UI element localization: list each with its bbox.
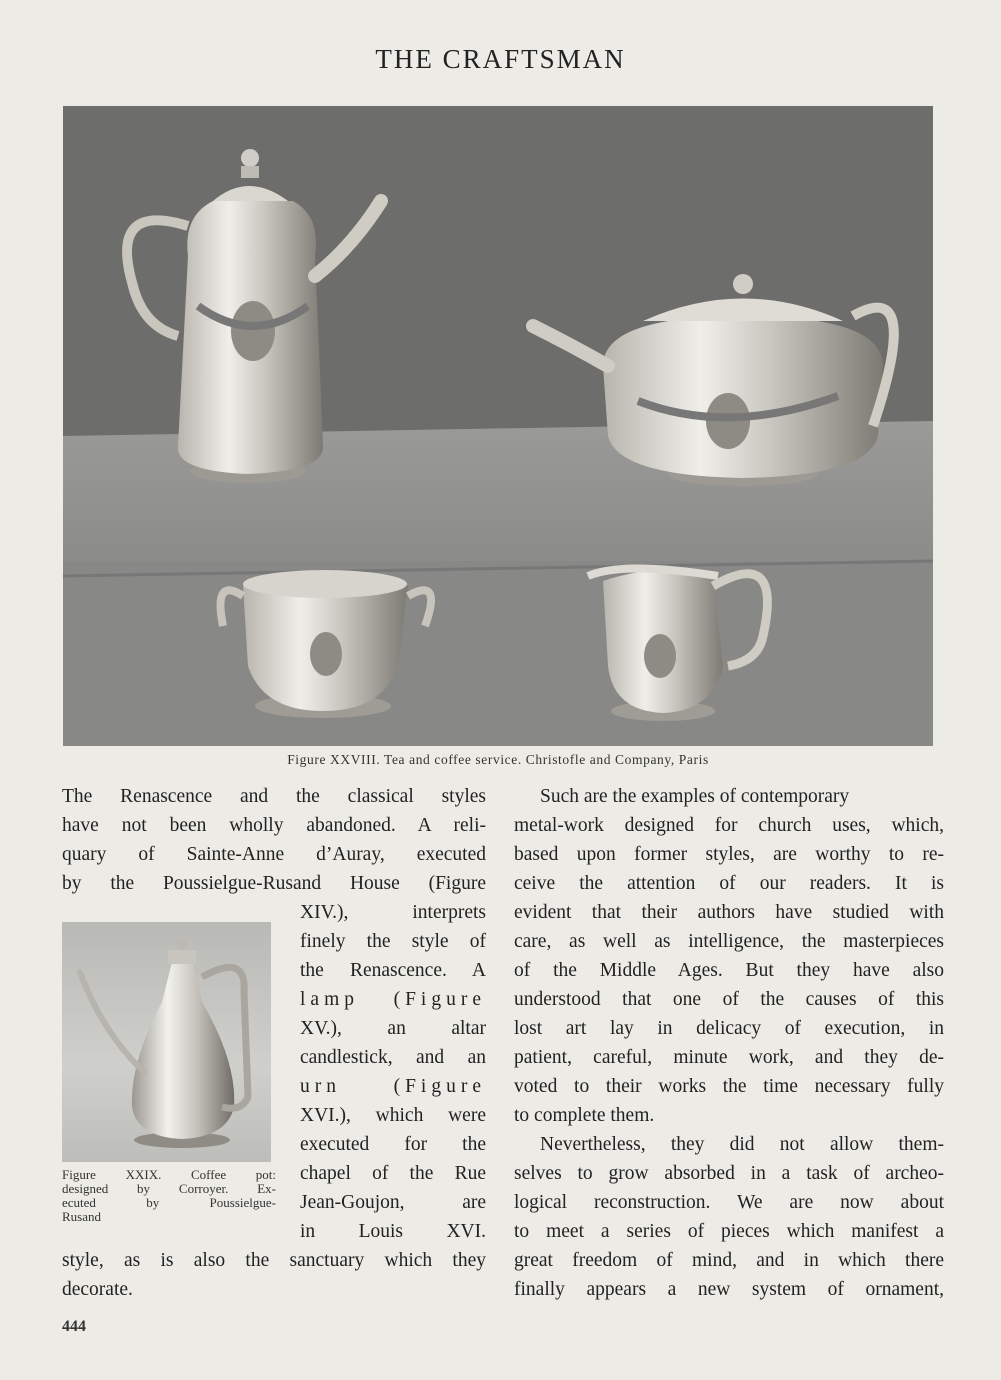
coffee-pot-photo — [62, 922, 271, 1162]
left-line-9: XV.), an altar — [300, 1018, 486, 1039]
left-line-6: finely the style of — [300, 931, 486, 952]
left-line-12: XVI.), which were — [300, 1105, 486, 1126]
right-line-9: lost art lay in delicacy of execution, in — [514, 1018, 944, 1039]
inset-caption-line-4: Rusand — [62, 1210, 101, 1224]
right-line-15: logical reconstruction. We are now about — [514, 1192, 944, 1213]
left-line-11: urn (Figure — [300, 1076, 486, 1097]
left-line-1: The Renascence and the classical styles — [62, 786, 486, 807]
right-line-13: Nevertheless, they did not allow them- — [540, 1134, 944, 1155]
inset-caption-line-1: Figure XXIX. Coffee pot: — [62, 1168, 276, 1182]
inset-caption — [62, 1168, 276, 1224]
right-line-18: finally appears a new system of ornament, — [514, 1279, 944, 1300]
left-line-18: decorate. — [62, 1279, 133, 1300]
right-line-5: evident that their authors have studied with — [514, 902, 944, 923]
left-line-10: candlestick, and an — [300, 1047, 486, 1068]
left-line-15: Jean-Goujon, are — [300, 1192, 486, 1213]
left-line-17: style, as is also the sanctuary which they — [62, 1250, 486, 1271]
right-line-17: great freedom of mind, and in which there — [514, 1250, 944, 1271]
right-line-4: ceive the attention of our readers. It is — [514, 873, 944, 894]
left-line-5: XIV.), interprets — [300, 902, 486, 923]
left-line-4: by the Poussielgue-Rusand House (Figure — [62, 873, 486, 894]
right-line-3: based upon former styles, are worthy to re- — [514, 844, 944, 865]
left-line-14: chapel of the Rue — [300, 1163, 486, 1184]
right-line-7: of the Middle Ages. But they have also — [514, 960, 944, 981]
right-line-12: to complete them. — [514, 1105, 655, 1126]
left-line-3: quary of Sainte-Anne d’Auray, executed — [62, 844, 486, 865]
left-line-8: lamp (Figure — [300, 989, 486, 1010]
page-number: 444 — [62, 1318, 86, 1335]
plate-caption: Figure XXVIII. Tea and coffee service. Christofle and Company, Paris — [287, 752, 709, 767]
left-line-2: have not been wholly abandoned. A reli- — [62, 815, 486, 836]
inset-caption-line-3: ecuted by Poussielgue- — [62, 1196, 276, 1210]
tea-coffee-service-photo — [63, 106, 933, 746]
right-line-16: to meet a series of pieces which manifest a — [514, 1221, 944, 1242]
right-line-1: Such are the examples of contemporary — [540, 786, 850, 807]
right-line-14: selves to grow absorbed in a task of archeo- — [514, 1163, 944, 1184]
running-head: THE CRAFTSMAN — [375, 44, 626, 74]
left-line-13: executed for the — [300, 1134, 486, 1155]
left-line-16: in Louis XVI. — [300, 1221, 486, 1242]
right-line-11: voted to their works the time necessary fully — [514, 1076, 944, 1097]
right-line-8: understood that one of the causes of this — [514, 989, 944, 1010]
right-line-2: metal-work designed for church uses, which, — [514, 815, 944, 836]
right-line-6: care, as well as intelligence, the masterpieces — [514, 931, 944, 952]
left-line-7: the Renascence. A — [300, 960, 486, 981]
inset-caption-line-2: designed by Corroyer. Ex- — [62, 1182, 276, 1196]
right-line-10: patient, careful, minute work, and they de- — [514, 1047, 944, 1068]
